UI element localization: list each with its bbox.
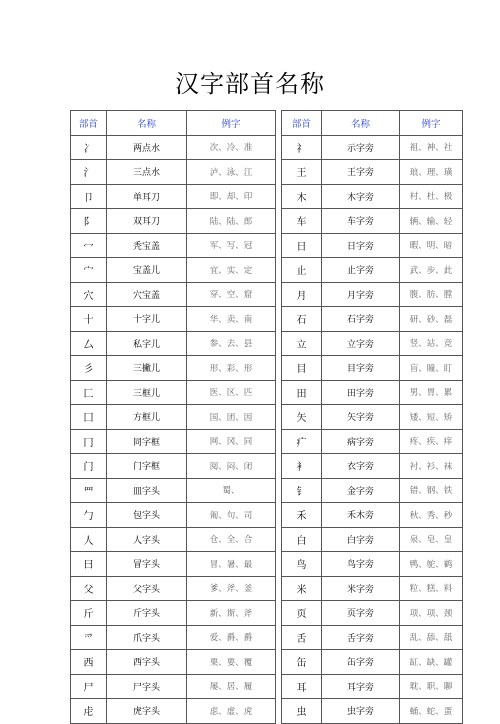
name-cell: 私字儿	[107, 331, 187, 356]
name-cell: 同字框	[107, 429, 187, 454]
name-cell: 木字旁	[322, 184, 400, 209]
table-row	[71, 258, 276, 283]
name-cell: 病字旁	[322, 429, 400, 454]
examples-cell: 耽、职、聊	[400, 674, 463, 699]
table-row	[282, 503, 463, 528]
examples-cell: 栗、要、覆	[187, 650, 276, 675]
name-cell: 月字旁	[322, 282, 400, 307]
name-cell: 单耳刀	[107, 184, 187, 209]
examples-cell: 乱、舔、舐	[400, 625, 463, 650]
radical-cell: 曰	[71, 552, 107, 577]
examples-cell: 次、冷、准	[187, 135, 276, 160]
name-cell: 石字旁	[322, 307, 400, 332]
examples-cell: 网、冈、同	[187, 429, 276, 454]
radical-cell: 鸟	[282, 552, 322, 577]
examples-cell: 仓、全、合	[187, 527, 276, 552]
radical-cell: 米	[282, 576, 322, 601]
examples-cell: 项、项、颈	[400, 601, 463, 626]
table-row	[282, 429, 463, 454]
radical-cell: 田	[282, 380, 322, 405]
radical-cell: 人	[71, 527, 107, 552]
table-row	[71, 209, 276, 234]
examples-cell: 华、卖、南	[187, 307, 276, 332]
table-row	[71, 184, 276, 209]
table-row	[71, 135, 276, 160]
radical-cell: 氵	[71, 160, 107, 185]
table-row	[282, 576, 463, 601]
examples-cell: 矮、短、矫	[400, 405, 463, 430]
examples-cell: 研、砂、磊	[400, 307, 463, 332]
name-cell: 尸字头	[107, 674, 187, 699]
name-cell: 宝盖儿	[107, 258, 187, 283]
name-cell: 西字头	[107, 650, 187, 675]
table-row	[282, 625, 463, 650]
examples-cell: 蛹、蛇、蛋	[400, 699, 463, 724]
radical-cell: 斤	[71, 601, 107, 626]
radical-cell: 疒	[282, 429, 322, 454]
header-examples: 例字	[400, 111, 463, 136]
table-row	[282, 282, 463, 307]
name-cell: 包字头	[107, 503, 187, 528]
table-row	[71, 576, 276, 601]
table-row	[71, 233, 276, 258]
radical-cell: 白	[282, 527, 322, 552]
name-cell: 门字框	[107, 454, 187, 479]
name-cell: 斤字头	[107, 601, 187, 626]
examples-cell: 新、斯、斧	[187, 601, 276, 626]
radical-cell: 彡	[71, 356, 107, 381]
name-cell: 虫字旁	[322, 699, 400, 724]
radical-cell: 穴	[71, 282, 107, 307]
examples-cell: 阅、闷、闭	[187, 454, 276, 479]
table-row	[71, 527, 276, 552]
name-cell: 三框儿	[107, 380, 187, 405]
radical-cell: 十	[71, 307, 107, 332]
name-cell: 穴宝盖	[107, 282, 187, 307]
examples-cell: 泉、皂、皇	[400, 527, 463, 552]
name-cell: 禾木旁	[322, 503, 400, 528]
table-row	[282, 674, 463, 699]
radical-cell: 目	[282, 356, 322, 381]
radical-table-left	[70, 110, 276, 724]
name-cell: 两点水	[107, 135, 187, 160]
name-cell: 秃宝盖	[107, 233, 187, 258]
examples-cell: 村、杜、极	[400, 184, 463, 209]
name-cell: 米字旁	[322, 576, 400, 601]
examples-cell: 暇、明、暗	[400, 233, 463, 258]
table-row	[282, 650, 463, 675]
radical-cell: 页	[282, 601, 322, 626]
name-cell: 方框儿	[107, 405, 187, 430]
table-row	[71, 625, 276, 650]
examples-cell: 虑、虚、虎	[187, 699, 276, 724]
examples-cell: 粒、糕、料	[400, 576, 463, 601]
table-row	[71, 478, 276, 503]
table-row	[71, 405, 276, 430]
radical-cell: 月	[282, 282, 322, 307]
header-radical: 部首	[71, 111, 107, 136]
table-row	[282, 552, 463, 577]
radical-cell: 尸	[71, 674, 107, 699]
name-cell: 立字旁	[322, 331, 400, 356]
examples-cell: 屡、居、履	[187, 674, 276, 699]
table-row	[282, 527, 463, 552]
name-cell: 日字旁	[322, 233, 400, 258]
name-cell: 人字头	[107, 527, 187, 552]
name-cell: 衣字旁	[322, 454, 400, 479]
examples-cell: 腹、肪、膛	[400, 282, 463, 307]
radical-cell: 钅	[282, 478, 322, 503]
table-row	[282, 478, 463, 503]
name-cell: 页字旁	[322, 601, 400, 626]
name-cell: 爪字头	[107, 625, 187, 650]
table-row	[71, 601, 276, 626]
examples-cell: 参、去、县	[187, 331, 276, 356]
radical-cell: 囗	[71, 405, 107, 430]
table-row	[71, 454, 276, 479]
examples-cell: 缸、缺、罐	[400, 650, 463, 675]
page-title: 汉字部首名称	[175, 70, 325, 98]
header-examples: 例字	[187, 111, 276, 136]
examples-cell: 错、钢、铁	[400, 478, 463, 503]
table-row	[71, 380, 276, 405]
examples-cell: 爹、斧、釜	[187, 576, 276, 601]
radical-cell: 日	[282, 233, 322, 258]
header-name: 名称	[107, 111, 187, 136]
name-cell: 虎字头	[107, 699, 187, 724]
table-header-row	[71, 111, 276, 136]
examples-cell: 辆、输、轻	[400, 209, 463, 234]
table-row	[282, 209, 463, 234]
radical-cell: 立	[282, 331, 322, 356]
examples-cell: 国、团、因	[187, 405, 276, 430]
name-cell: 矢字旁	[322, 405, 400, 430]
examples-cell: 盲、瞳、盯	[400, 356, 463, 381]
examples-cell: 鸭、鸵、鹤	[400, 552, 463, 577]
table-row	[71, 282, 276, 307]
table-row	[71, 650, 276, 675]
table-row	[282, 184, 463, 209]
table-row	[282, 601, 463, 626]
header-name: 名称	[322, 111, 400, 136]
radical-cell: 衤	[282, 454, 322, 479]
radical-cell: 止	[282, 258, 322, 283]
examples-cell: 琅、理、璜	[400, 160, 463, 185]
examples-cell: 冒、暑、最	[187, 552, 276, 577]
name-cell: 双耳刀	[107, 209, 187, 234]
name-cell: 缶字旁	[322, 650, 400, 675]
table-row	[71, 429, 276, 454]
radical-cell: 宀	[71, 258, 107, 283]
name-cell: 鸟字旁	[322, 552, 400, 577]
radical-cell: 石	[282, 307, 322, 332]
examples-cell: 秋、秀、秒	[400, 503, 463, 528]
name-cell: 车字旁	[322, 209, 400, 234]
radical-cell: 冖	[71, 233, 107, 258]
name-cell: 止字旁	[322, 258, 400, 283]
table-row	[282, 380, 463, 405]
radical-cell: 耳	[282, 674, 322, 699]
name-cell: 耳字旁	[322, 674, 400, 699]
radical-cell: 舌	[282, 625, 322, 650]
table-header-row	[282, 111, 463, 136]
table-row	[282, 356, 463, 381]
name-cell: 白字旁	[322, 527, 400, 552]
table-row	[282, 233, 463, 258]
name-cell: 十字儿	[107, 307, 187, 332]
examples-cell: 宜、实、定	[187, 258, 276, 283]
examples-cell: 衬、衫、袜	[400, 454, 463, 479]
name-cell: 目字旁	[322, 356, 400, 381]
radical-cell: 厶	[71, 331, 107, 356]
table-row	[71, 699, 276, 724]
table-row	[71, 503, 276, 528]
radical-cell: 冫	[71, 135, 107, 160]
radical-cell: 门	[71, 454, 107, 479]
examples-cell: 匍、句、司	[187, 503, 276, 528]
radical-cell: 王	[282, 160, 322, 185]
table-row	[282, 405, 463, 430]
radical-cell: 木	[282, 184, 322, 209]
examples-cell: 陆、陆、郎	[187, 209, 276, 234]
radical-cell: 罒	[71, 478, 107, 503]
radical-cell: 礻	[282, 135, 322, 160]
radical-cell: 勹	[71, 503, 107, 528]
header-radical: 部首	[282, 111, 322, 136]
radical-cell: 父	[71, 576, 107, 601]
radical-cell: 虫	[282, 699, 322, 724]
name-cell: 三撇儿	[107, 356, 187, 381]
examples-cell: 泸、泳、江	[187, 160, 276, 185]
name-cell: 示字旁	[322, 135, 400, 160]
name-cell: 父字头	[107, 576, 187, 601]
table-row	[282, 454, 463, 479]
radical-cell: 卩	[71, 184, 107, 209]
radical-cell: 矢	[282, 405, 322, 430]
name-cell: 金字旁	[322, 478, 400, 503]
examples-cell: 即、却、印	[187, 184, 276, 209]
radical-cell: 西	[71, 650, 107, 675]
table-row	[71, 160, 276, 185]
table-row	[282, 258, 463, 283]
radical-cell: 冂	[71, 429, 107, 454]
examples-cell: 爱、爵、爵	[187, 625, 276, 650]
examples-cell: 男、胃、累	[400, 380, 463, 405]
examples-cell: 蜀、	[187, 478, 276, 503]
radical-cell: 阝	[71, 209, 107, 234]
table-row	[282, 331, 463, 356]
examples-cell: 祖、神、社	[400, 135, 463, 160]
table-row	[71, 674, 276, 699]
table-row	[282, 699, 463, 724]
table-row	[71, 307, 276, 332]
radical-cell: 缶	[282, 650, 322, 675]
name-cell: 皿字头	[107, 478, 187, 503]
examples-cell: 疼、疾、痒	[400, 429, 463, 454]
name-cell: 舌字旁	[322, 625, 400, 650]
examples-cell: 武、步、此	[400, 258, 463, 283]
examples-cell: 形、彩、形	[187, 356, 276, 381]
examples-cell: 医、区、匹	[187, 380, 276, 405]
examples-cell: 军、写、冠	[187, 233, 276, 258]
radical-cell: 车	[282, 209, 322, 234]
radical-table-right	[281, 110, 463, 724]
radical-cell: 虍	[71, 699, 107, 724]
table-row	[282, 307, 463, 332]
name-cell: 田字旁	[322, 380, 400, 405]
examples-cell: 穿、空、窟	[187, 282, 276, 307]
radical-cell: 爫	[71, 625, 107, 650]
name-cell: 三点水	[107, 160, 187, 185]
table-row	[71, 552, 276, 577]
table-row	[282, 135, 463, 160]
radical-cell: 禾	[282, 503, 322, 528]
table-row	[282, 160, 463, 185]
examples-cell: 竖、站、竞	[400, 331, 463, 356]
table-row	[71, 331, 276, 356]
table-row	[71, 356, 276, 381]
name-cell: 冒字头	[107, 552, 187, 577]
name-cell: 王字旁	[322, 160, 400, 185]
radical-cell: 匚	[71, 380, 107, 405]
